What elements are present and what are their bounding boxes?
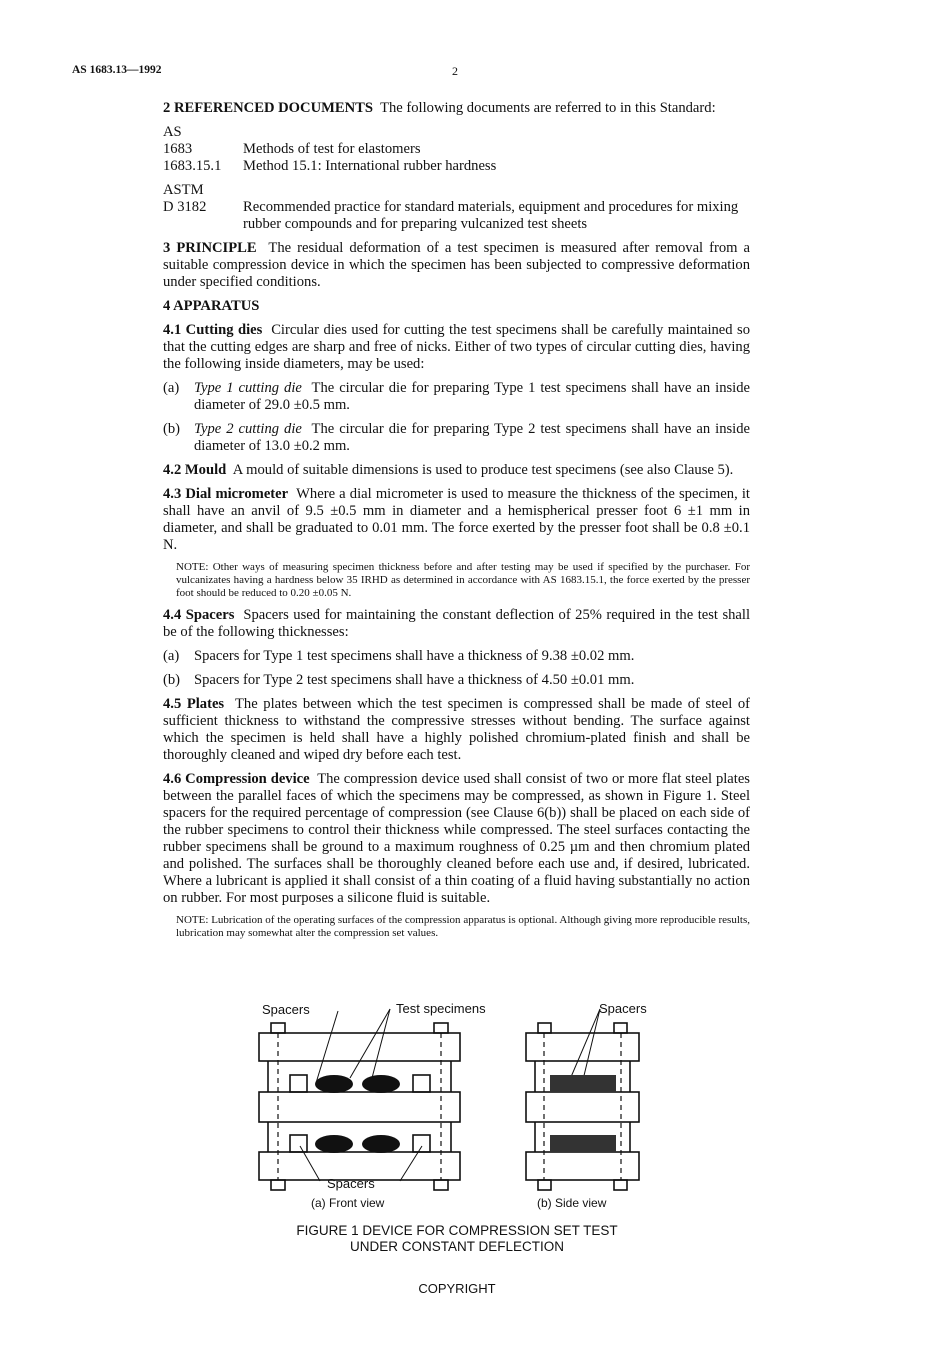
list-item-term: Type 1 cutting die: [194, 380, 302, 396]
label-spacers-right: Spacers: [599, 1001, 647, 1016]
reference-org: ASTM: [163, 182, 204, 198]
clause-4-2: [163, 462, 750, 479]
list-item-label: (a): [163, 648, 180, 664]
subcaption-side-view: (b) Side view: [537, 1196, 607, 1210]
clause-heading: 4.3 Dial micrometer: [163, 486, 289, 502]
clause-heading: 4.5 Plates: [163, 696, 225, 712]
list-item: [163, 421, 750, 455]
document-body: [163, 100, 750, 947]
document-id: AS 1683.13—1992: [72, 64, 162, 76]
reference-row: [163, 199, 750, 233]
section-text: The following documents are referred to in this Standard:: [380, 100, 716, 116]
clause-heading: 4.1 Cutting dies: [163, 322, 263, 338]
note: NOTE: Other ways of measuring specimen thickness before and after testing may be used if specified by the purchaser. For vulcanizates having a hardness below 35 IRHD as determined in accordance with AS 1683.15.1, the force exerted by the presser foot should be reduced to 0.20 ±0.05 N.: [176, 561, 750, 599]
list-item: [163, 672, 750, 689]
list-item-text: Spacers for Type 1 test specimens shall have a thickness of 9.38 ±0.02 mm.: [194, 648, 635, 664]
clause-text: Spacers used for maintaining the constant deflection of 25% required in the test shall be of the following thicknesses:: [163, 607, 751, 640]
clause-heading: 4.6 Compression device: [163, 771, 310, 787]
list-item-term: Type 2 cutting die: [194, 421, 302, 437]
clause-heading: 4.2 Mould: [163, 462, 227, 478]
section-heading: 2 REFERENCED DOCUMENTS: [163, 100, 374, 116]
list-item: [163, 380, 750, 414]
section-2: [163, 100, 750, 117]
reference-row: [163, 158, 750, 175]
clause-text: The plates between which the test specimen is compressed shall be made of steel of sufficient thickness to withstand the compressive stresses without bending. The surface against which the specimen is held shall have a highly polished chromium-plated finish and shall be thoroughly cleaned and wiped dry before each test.: [163, 696, 750, 763]
reference-group-astm: [163, 182, 750, 233]
reference-title: Methods of test for elastomers: [243, 141, 421, 157]
test-specimen: [315, 1075, 353, 1093]
clause-text: The compression device used shall consist of two or more flat steel plates between the parallel faces of which the specimens may be compressed, as shown in Figure 1. Steel spacers for the required percentage of compression (see Clause 6(b)) shall be placed on each side of the rubber specimens to control their thickness while compressed. The steel surfaces contacting the rubber specimens shall be ground to a maximum roughness of 0.25 µm and then chromium plated and polished. The surfaces shall be thoroughly cleaned before each use and, if desired, lubricated. Where a lubricant is applied it shall consist of a thin coating of a fluid having substantially no action on rubber. For most purposes a silicone fluid is suitable.: [163, 771, 750, 906]
label-spacers-left: Spacers: [262, 1002, 310, 1017]
figure-caption-line-2: UNDER CONSTANT DEFLECTION: [349, 1239, 565, 1254]
section-heading: 3 PRINCIPLE: [163, 240, 257, 256]
reference-title: Recommended practice for standard materials, equipment and procedures for mixing rubber compounds and for preparing vulcanized test sheets: [243, 199, 739, 232]
test-specimen: [362, 1135, 400, 1153]
label-test-specimens: Test specimens: [396, 1001, 486, 1016]
clause-4-3: [163, 486, 750, 554]
reference-code: D 3182: [163, 199, 207, 215]
reference-org: AS: [163, 124, 182, 140]
test-specimen: [362, 1075, 400, 1093]
list-item-label: (b): [163, 421, 181, 437]
clause-4-5: [163, 696, 750, 764]
clause-text: Circular dies used for cutting the test specimens shall be carefully maintained so that the cutting edges are sharp and free of nicks. Either of two types of circular cutting dies, having the following inside diameters, may be used:: [163, 322, 750, 372]
copyright-footer: COPYRIGHT: [418, 1281, 496, 1296]
subcaption-front-view: (a) Front view: [311, 1196, 385, 1210]
page-number: 2: [452, 64, 458, 78]
list-item-label: (b): [163, 672, 181, 688]
section-text: The residual deformation of a test specimen is measured after removal from a suitable compression device in which the specimen has been subjected to compressive deformation under specified conditions.: [163, 240, 750, 290]
reference-group-as: [163, 124, 750, 175]
test-specimen: [315, 1135, 353, 1153]
clause-4-1: [163, 322, 750, 373]
list-item-text: The circular die for preparing Type 2 test specimens shall have an inside diameter of 13.0 ±0.2 mm.: [194, 421, 750, 454]
clause-4-4: [163, 607, 750, 641]
figure-caption-line-1: FIGURE 1 DEVICE FOR COMPRESSION SET TEST: [296, 1223, 618, 1238]
reference-title: Method 15.1: International rubber hardness: [243, 158, 497, 174]
note: NOTE: Lubrication of the operating surfaces of the compression apparatus is optional. Although giving more reproducible results, lubrication may somewhat alter the compression set values.: [176, 914, 750, 939]
side-view-drawing: [526, 1023, 639, 1190]
clause-text: Where a dial micrometer is used to measure the thickness of the specimen, it shall have an anvil of 9.5 ±0.5 mm in diameter and a hemispherical presser foot 6 ±1 mm in diameter, and shall be graduated to 0.01 mm. The force exerted by the presser foot shall be 0.8 ±0.1 N.: [163, 486, 750, 553]
figure-drawing: [250, 998, 670, 1213]
label-spacers-bottom: Spacers: [327, 1176, 375, 1191]
reference-row: [163, 141, 750, 158]
list-item-text: Spacers for Type 2 test specimens shall have a thickness of 4.50 ±0.01 mm.: [194, 672, 635, 688]
test-specimen-side: [550, 1075, 616, 1092]
clause-text: A mould of suitable dimensions is used to produce test specimens (see also Clause 5).: [232, 462, 734, 478]
figure-compression-device: [250, 998, 670, 1213]
clause-4-6: [163, 771, 750, 907]
front-view-drawing: [259, 1023, 460, 1190]
list-item: [163, 648, 750, 665]
section-4-heading: 4 APPARATUS: [163, 298, 260, 314]
section-3: [163, 240, 750, 291]
list-item-label: (a): [163, 380, 180, 396]
test-specimen-side: [550, 1135, 616, 1152]
list-item-text: The circular die for preparing Type 1 test specimens shall have an inside diameter of 29.0 ±0.5 mm.: [194, 380, 750, 413]
clause-heading: 4.4 Spacers: [163, 607, 235, 623]
reference-code: 1683.15.1: [163, 158, 222, 174]
reference-code: 1683: [163, 141, 193, 157]
